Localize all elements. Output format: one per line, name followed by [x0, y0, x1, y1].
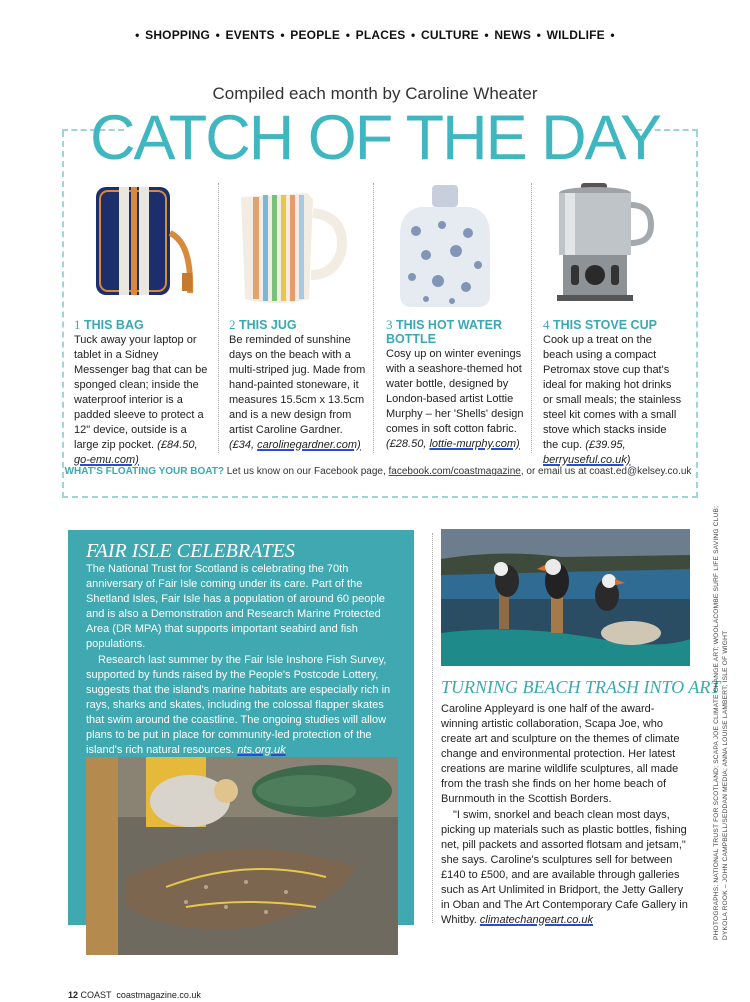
fair-isle-heading: FAIR ISLE CELEBRATES: [86, 540, 295, 562]
product-description: Tuck away your laptop or tablet in a Sidney Messenger bag that can be sponged clean; inside the waterproof interior is a padded sleeve to protect a 12" device, outside is a large zip pocket. (£84.50, go-emu.com): [74, 334, 208, 466]
nav-item-culture: CULTURE: [420, 28, 479, 42]
nav-item-people: PEOPLE: [290, 28, 341, 42]
nts-link[interactable]: nts.org.uk: [237, 744, 286, 756]
hot-water-bottle-image: [386, 183, 516, 318]
product-link[interactable]: lottie-murphy.com): [429, 438, 520, 450]
jug-image: [229, 183, 359, 318]
product-link[interactable]: go-emu.com): [74, 454, 139, 466]
column-divider: [218, 183, 219, 453]
page-number: 12: [68, 990, 79, 1000]
nav-item-shopping: SHOPPING: [145, 28, 211, 42]
product-title: 1 THIS BAG: [74, 317, 144, 332]
product-link[interactable]: berryuseful.co.uk): [543, 454, 631, 466]
page-footer: [68, 990, 201, 1000]
climate-art-link[interactable]: climatechangeart.co.uk: [479, 914, 594, 926]
photo-credits: PHOTOGRAPHS: NATIONAL TRUST FOR SCOTLAND; SCAPA JOE CLIMATE CHANGE ART; WOOLACOMBE SURF LIFE SAVING CLUB; DYKOLA ROOK – JOHN CAMPBELL/SEDDAN MEDIA; ANNA LOUISE LAMBERT; ISLE OF WIGHT: [713, 505, 729, 940]
skate-research-photo: [86, 757, 398, 955]
nav-item-events: EVENTS: [225, 28, 275, 42]
product-description: Cosy up on winter evenings with a seashore-themed hot water bottle, designed by London-based artist Lottie Murphy – her 'Shells' design comes in soft cotton fabric. (£28.50, lottie-murphy.com): [386, 348, 524, 450]
product-description: Cook up a treat on the beach using a compact Petromax stove cup that's ideal for making hot drinks or small meals; the stainless steel kit comes with a small stove which stacks inside the cup. (£39.95, berryuseful.co.uk): [543, 334, 682, 466]
magazine-name: COAST: [80, 990, 112, 1000]
product-jug: [229, 183, 369, 453]
product-title: 3 THIS HOT WATER BOTTLE: [386, 317, 502, 346]
page-title: CATCH OF THE DAY: [89, 103, 661, 173]
paragraph: The National Trust for Scotland is celebrating the 70th anniversary of Fair Isle coming under its care. Part of the Shetland Isles, Fair Isle has a population of around 60 people and is also a Demonstration and Research Marine Protected Area (DR MPA) that supports important seabird and fish populations.: [86, 563, 386, 650]
product-bag: [74, 183, 214, 468]
product-stove-cup: [543, 183, 683, 468]
column-divider: [531, 183, 532, 453]
beach-trash-heading: TURNING BEACH TRASH INTO ART: [441, 677, 721, 697]
column-divider: [373, 183, 374, 453]
paragraph: Caroline Appleyard is one half of the award-winning artistic collaboration, Scapa Joe, who create art and sculpture on the themes of climate change and environmental protection. Her latest creations are marine wildlife sculptures, all made from the trash she finds on her home beach of Burnmouth in the Scottish Borders.: [441, 703, 680, 805]
stove-cup-image: [543, 183, 673, 318]
fair-isle-body: [86, 562, 404, 758]
bag-image: [74, 183, 204, 318]
product-title: 4 THIS STOVE CUP: [543, 317, 657, 332]
product-title: 2 THIS JUG: [229, 317, 297, 332]
byline: Compiled each month by Caroline Wheater: [212, 84, 538, 103]
section-nav: • SHOPPING • EVENTS • PEOPLE • PLACES • CULTURE • NEWS • WILDLIFE •: [135, 28, 615, 42]
product-link[interactable]: carolinegardner.com): [257, 439, 361, 451]
paragraph: Research last summer by the Fair Isle Inshore Fish Survey, supported by funds raised by the People's Postcode Lottery, suggests that the island's marine habitats are especially rich in rays, sharks and skates, including the colossal flapper skates that swim around the coastline. The ongoing studies will allow plans to be put in place for community-led protection of the island's rich natural resources. nts.org.uk: [86, 654, 391, 756]
nav-item-news: NEWS: [494, 28, 532, 42]
column-divider: [432, 533, 433, 923]
product-description: Be reminded of sunshine days on the beach with a multi-striped jug. Made from hand-painted stoneware, it measures 15.5cm x 13.5cm and is a new design from artist Caroline Gardner. (£34, carolinegardner.com): [229, 334, 366, 451]
facebook-link[interactable]: facebook.com/coastmagazine: [388, 466, 521, 477]
nav-item-places: PLACES: [355, 28, 406, 42]
magazine-url: coastmagazine.co.uk: [116, 990, 201, 1000]
reader-prompt: WHAT'S FLOATING YOUR BOAT? Let us know on our Facebook page, facebook.com/coastmagazine, or email us at coast.ed@kelsey.co.uk: [64, 466, 692, 477]
paragraph: "I swim, snorkel and beach clean most days, picking up materials such as plastic bottles, fishing net, pill packets and assorted flotsam and jetsam," she says. Caroline's sculptures sell for between £140 to £500, and are available through galleries such as Art Unlimited in Bridport, the Jetty Gallery in Oban and The Art Contemporary Cafe Gallery in Whitby. climatechangeart.co.uk: [441, 809, 688, 926]
product-hot-water-bottle: [386, 183, 526, 452]
puffin-sculpture-photo: [441, 529, 690, 666]
beach-trash-body: [441, 702, 690, 928]
nav-item-wildlife: WILDLIFE: [546, 28, 605, 42]
